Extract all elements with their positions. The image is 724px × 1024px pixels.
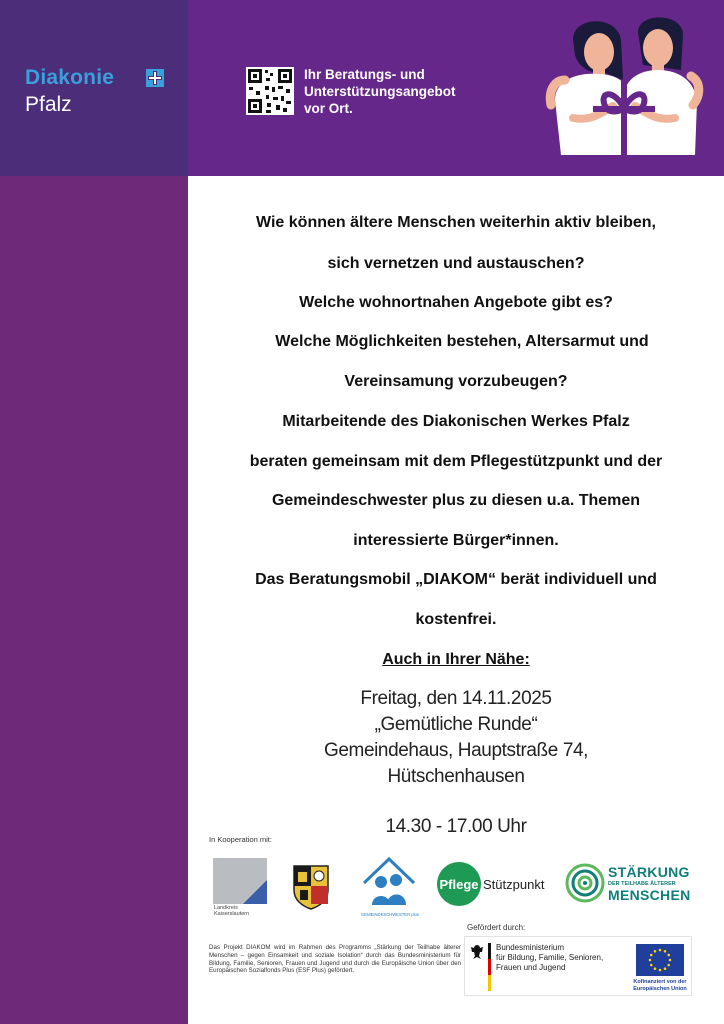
ministry-name xyxy=(496,943,636,973)
ministry-line: Frauen und Jugend xyxy=(496,963,566,972)
question-line: Welche Möglichkeiten bestehen, Altersarmut und xyxy=(275,333,649,350)
stuetzpunkt-logo-text: Stützpunkt xyxy=(483,877,545,892)
german-flag-bar-icon xyxy=(488,943,491,991)
event-address: Gemeindehaus, Hauptstraße 74, xyxy=(323,740,589,761)
question-line: sich vernetzen und austauschen? xyxy=(327,255,585,272)
event-date: Freitag, den 14.11.2025 xyxy=(360,688,552,709)
body-line: Das Beratungsmobil „DIAKOM“ berät individuell und xyxy=(255,571,657,588)
diakonie-logo-text: Diakonie xyxy=(25,66,115,89)
question-line: Vereinsamung vorzubeugen? xyxy=(344,373,568,390)
funding-disclaimer: Das Projekt DIAKOM wird im Rahmen des Programms „Stärkung der Teilhabe älterer Menschen – gegen Einsamkeit und soziale Isolation“ durch das Bundesministerium für Bildung, Familie, Senioren, Frauen und Jugend und durch die Europäische Union über den Europäischen Sozialfonds Plus (ESF Plus) gefördert. xyxy=(209,944,461,975)
header-info-line: vor Ort. xyxy=(304,101,353,116)
body-line: kostenfrei. xyxy=(415,611,497,628)
staerkung-logo-line: DER TEILHABE ÄLTERER xyxy=(608,881,676,887)
near-you-heading: Auch in Ihrer Nähe: xyxy=(382,651,530,668)
header-info-text xyxy=(304,66,504,117)
pflege-logo-circle: Pflege xyxy=(437,862,481,906)
diakonie-cross-icon xyxy=(146,69,164,87)
question-line: Welche wohnortnahen Angebote gibt es? xyxy=(299,294,613,311)
qr-code-icon[interactable] xyxy=(246,67,294,115)
staerkung-logo-line: MENSCHEN xyxy=(608,887,691,903)
eu-flag-icon xyxy=(636,944,684,976)
ministry-line: Bundesministerium xyxy=(496,943,565,952)
gemeindeschwester-label: GEMEINDESCHWESTER plus xyxy=(361,912,419,917)
event-title: „Gemütliche Runde“ xyxy=(374,714,538,735)
event-time: 14.30 - 17.00 Uhr xyxy=(385,816,527,837)
municipal-coat-of-arms-icon xyxy=(292,864,330,910)
staerkung-spiral-icon xyxy=(565,862,605,904)
cooperation-label: In Kooperation mit: xyxy=(209,835,272,844)
body-line: Gemeindeschwester plus zu diesen u.a. Themen xyxy=(271,492,641,509)
question-line: Wie können ältere Menschen weiterhin aktiv bleiben, xyxy=(256,214,656,231)
federal-eagle-icon xyxy=(470,944,484,960)
header-info-line: Ihr Beratungs- und xyxy=(304,67,425,82)
landkreis-label: Landkreis Kaiserslautern xyxy=(214,905,250,917)
body-line: beraten gemeinsam mit dem Pflegestützpunkt und der xyxy=(249,453,663,470)
eu-cofunded-label: Kofinanziert von der Europäischen Union xyxy=(633,979,687,992)
header-info-line: Unterstützungsangebot xyxy=(304,84,456,99)
body-line: Mitarbeitende des Diakonischen Werkes Pfalz xyxy=(282,413,630,430)
funded-by-label: Gefördert durch: xyxy=(467,923,526,932)
staerkung-logo-line: STÄRKUNG xyxy=(608,864,690,880)
ministry-line: für Bildung, Familie, Senioren, xyxy=(496,953,604,962)
diakonie-logo-subtitle: Pfalz xyxy=(25,93,72,116)
embracing-people-illustration xyxy=(543,10,708,160)
body-line: interessierte Bürger*innen. xyxy=(353,532,559,549)
event-city: Hütschenhausen xyxy=(387,766,525,787)
gemeindeschwester-plus-logo xyxy=(360,855,418,911)
